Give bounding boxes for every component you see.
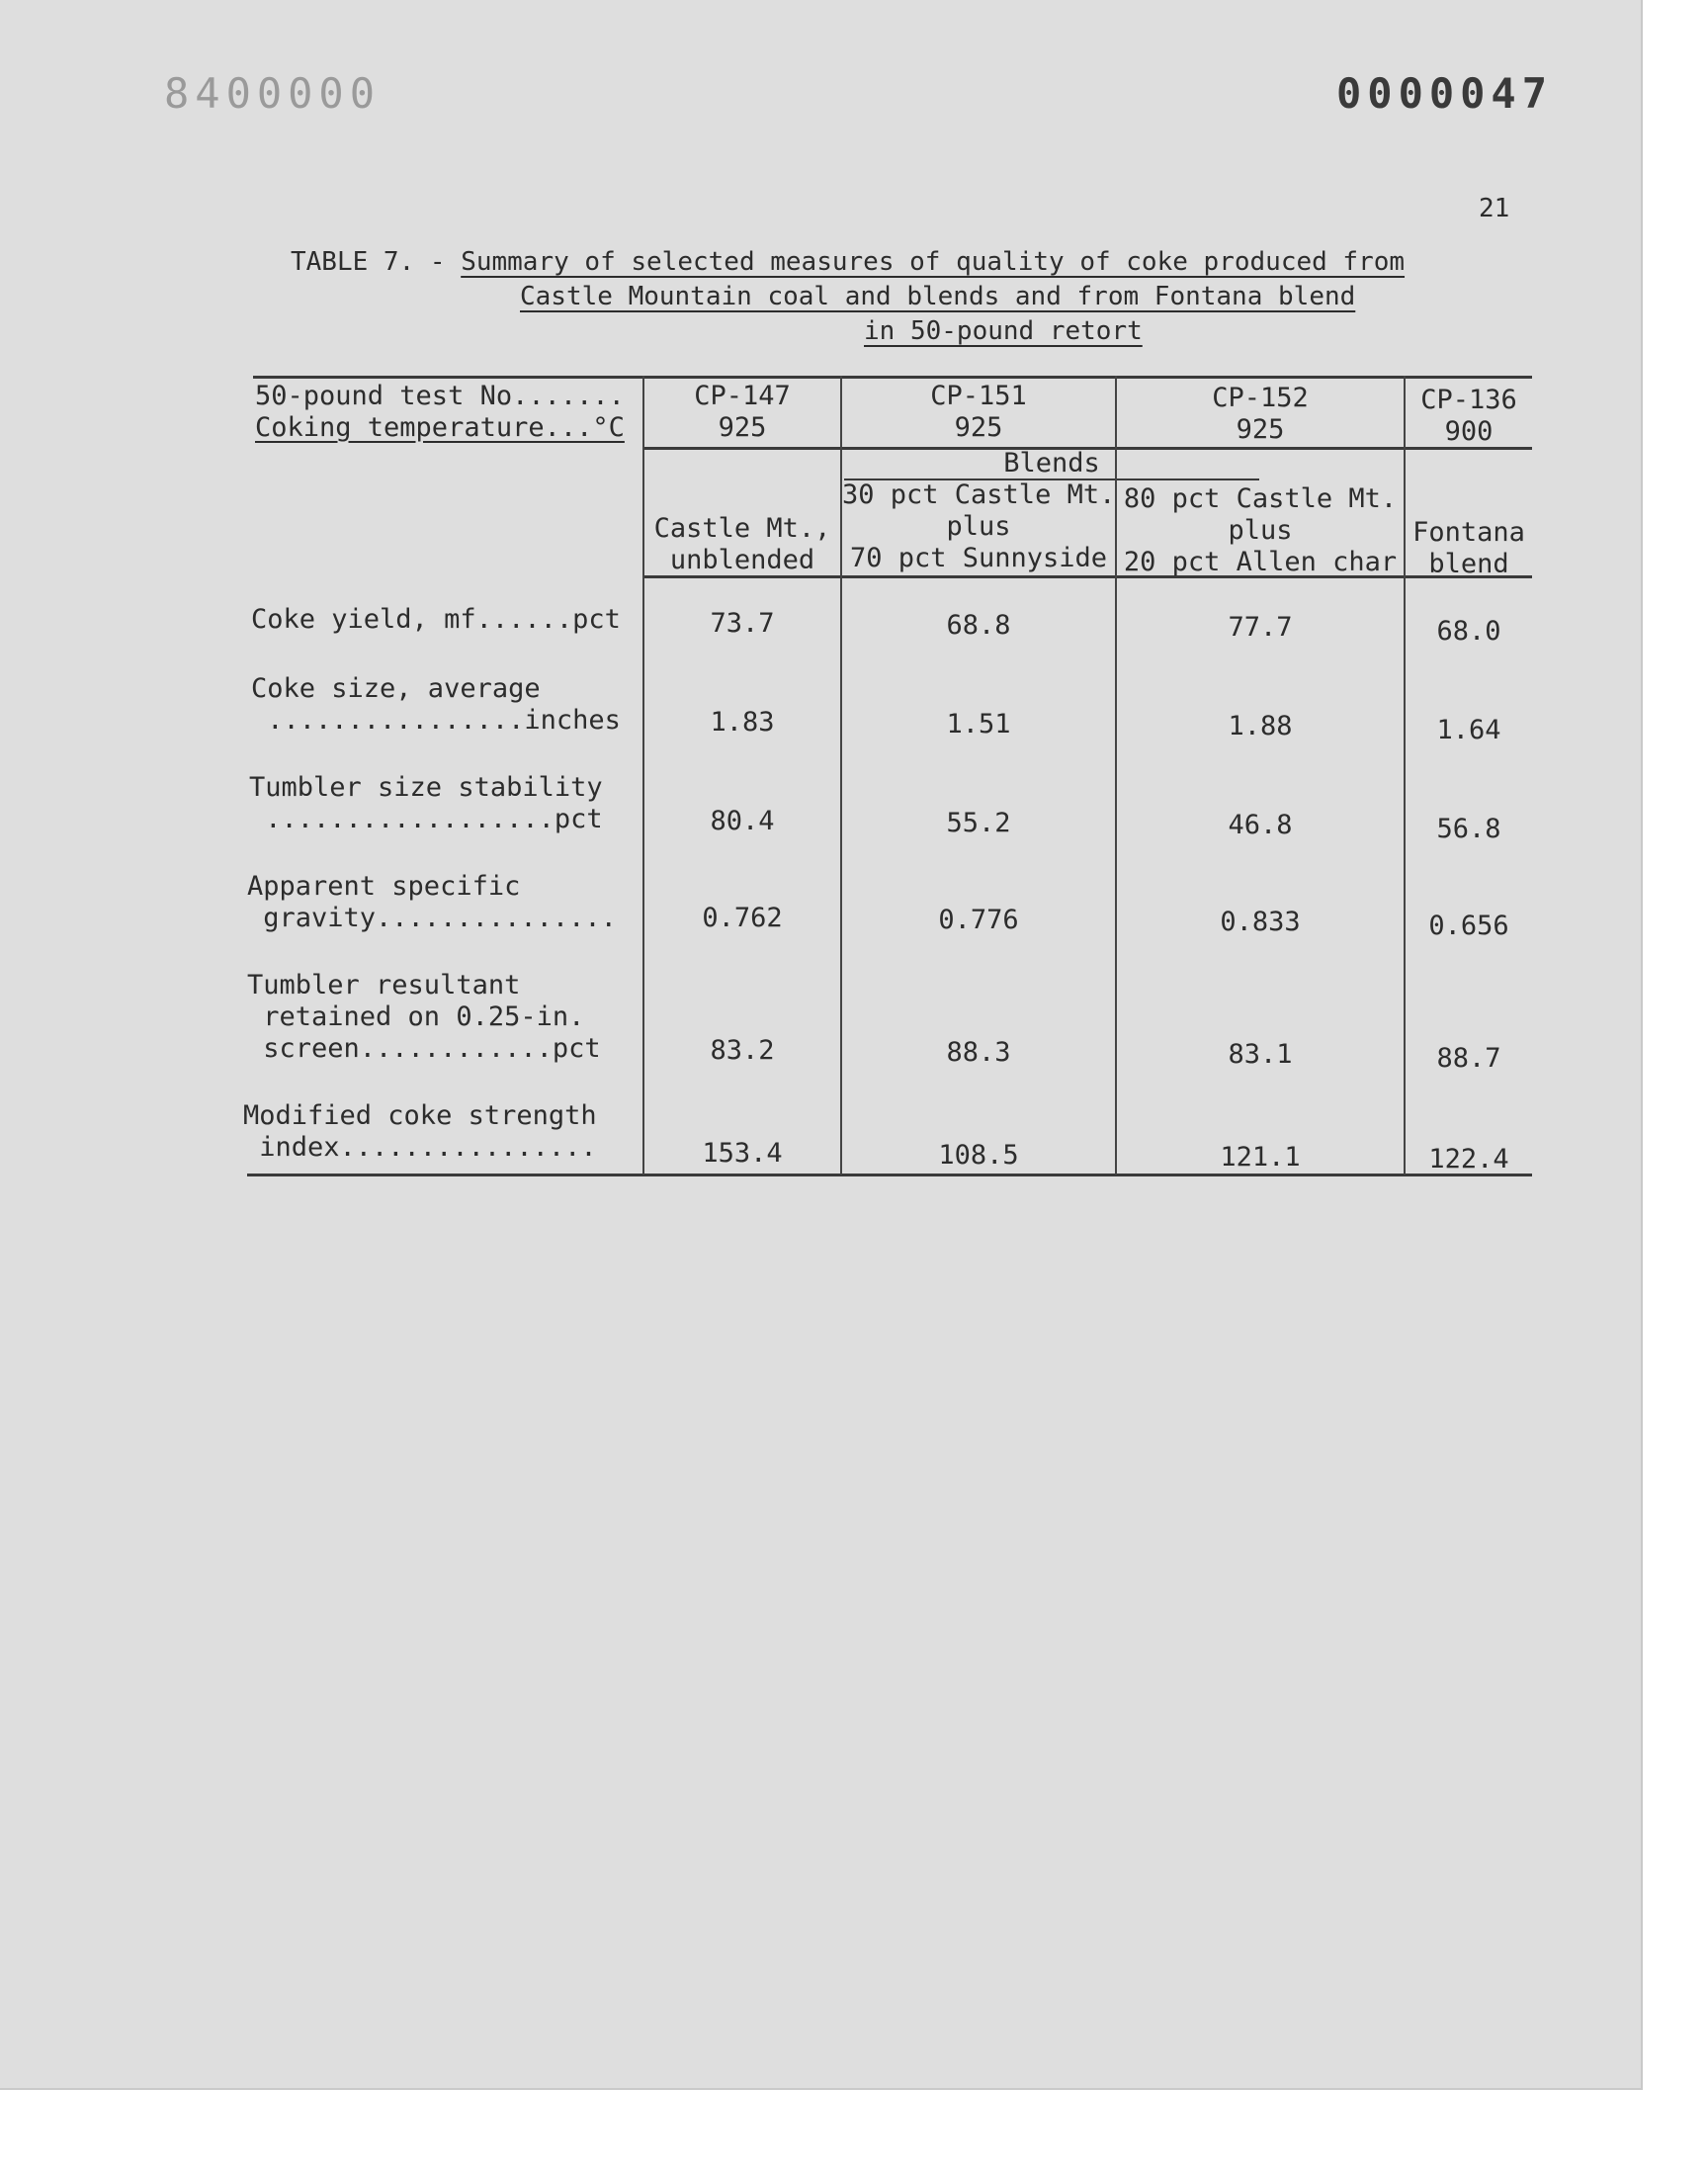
column-desc-cp152-line-1: 80 pct Castle Mt. [1123,483,1398,514]
header-label-coking-temp: Coking temperature...°C [255,412,625,443]
value-strength-index-cp152: 121.1 [1220,1142,1301,1173]
column-temp-cp136: 900 [1444,416,1494,447]
column-desc-cp147-line-2: unblended [669,545,815,575]
value-tumbler-resultant-cp152: 83.1 [1228,1039,1293,1070]
value-tumbler-stability-cp151: 55.2 [946,808,1011,838]
value-coke-size-cp151: 1.51 [946,709,1011,740]
row-label-tumbler-resultant-line-3: screen............pct [247,1033,601,1064]
value-tumbler-resultant-cp136: 88.7 [1436,1043,1501,1074]
caption-line-3: in 50-pound retort [864,316,1143,346]
value-coke-yield-cp151: 68.8 [946,610,1011,641]
value-tumbler-stability-cp136: 56.8 [1436,814,1501,844]
value-coke-yield-cp152: 77.7 [1228,612,1293,643]
value-tumbler-resultant-cp151: 88.3 [946,1037,1011,1068]
column-desc-cp151-line-2: plus [946,511,1011,542]
caption-line-2: Castle Mountain coal and blends and from Fontana blend [520,282,1356,311]
document-stamp-left: 8400000 [164,69,382,118]
column-test-cp136: CP-136 [1420,385,1517,415]
value-tumbler-resultant-cp147: 83.2 [710,1035,775,1066]
caption-line-1 [291,245,1516,280]
row-label-coke-size-line-2: ................inches [251,705,621,736]
column-desc-cp151-line-3: 70 pct Sunnyside [849,543,1108,573]
row-label-coke-yield: Coke yield, mf......pct [251,604,621,635]
column-test-cp152: CP-152 [1212,383,1309,413]
column-test-cp151: CP-151 [930,381,1027,411]
row-label-specific-gravity-line-2: gravity............... [247,903,617,933]
value-coke-yield-cp136: 68.0 [1436,616,1501,647]
column-temp-cp152: 925 [1236,414,1285,445]
header-label-test-no: 50-pound test No....... [255,381,625,411]
column-desc-cp151-line-1: 30 pct Castle Mt. [842,479,1116,510]
value-strength-index-cp151: 108.5 [938,1140,1019,1171]
column-desc-cp147-line-1: Castle Mt., [653,513,831,544]
caption-title-part-1: Summary of selected measures of quality of coke produced from [461,247,1406,277]
row-label-strength-index-line-2: index................ [243,1132,597,1163]
value-coke-size-cp152: 1.88 [1228,711,1293,741]
column-desc-cp152-line-2: plus [1228,515,1293,546]
column-temp-cp147: 925 [718,412,767,443]
value-coke-size-cp136: 1.64 [1436,715,1501,745]
column-test-cp147: CP-147 [694,381,791,411]
value-specific-gravity-cp136: 0.656 [1428,911,1509,941]
value-specific-gravity-cp147: 0.762 [702,903,783,933]
value-tumbler-stability-cp152: 46.8 [1228,810,1293,840]
value-tumbler-stability-cp147: 80.4 [710,806,775,836]
value-coke-yield-cp147: 73.7 [710,608,775,639]
value-strength-index-cp136: 122.4 [1428,1144,1509,1174]
column-desc-cp152-line-3: 20 pct Allen char [1123,547,1398,577]
row-label-tumbler-resultant-line-2: retained on 0.25-in. [247,1001,585,1032]
table-top-rule [253,376,1532,379]
row-label-coke-size-line-1: Coke size, average [251,673,541,704]
row-label-specific-gravity-line-1: Apparent specific [247,871,521,902]
table-caption [291,245,1516,349]
value-strength-index-cp147: 153.4 [702,1138,783,1169]
value-specific-gravity-cp152: 0.833 [1220,907,1301,937]
coke-quality-table [243,376,1532,1176]
row-label-tumbler-resultant-line-1: Tumbler resultant [247,970,521,1000]
row-label-strength-index-line-1: Modified coke strength [243,1100,597,1131]
column-desc-cp136-line-1: Fontana [1412,517,1525,548]
row-label-tumbler-stability-line-1: Tumbler size stability [249,772,603,803]
column-temp-cp151: 925 [954,412,1003,443]
document-stamp-right: 0000047 [1336,69,1554,118]
value-specific-gravity-cp151: 0.776 [938,905,1019,935]
caption-prefix: TABLE 7. - [291,247,462,277]
table-bottom-rule [247,1174,1532,1176]
row-label-tumbler-stability-line-2: ..................pct [249,804,603,834]
column-desc-cp136-line-2: blend [1428,549,1509,579]
page-number: 21 [1479,194,1510,223]
value-coke-size-cp147: 1.83 [710,707,775,738]
blends-label: Blends [1003,448,1100,478]
